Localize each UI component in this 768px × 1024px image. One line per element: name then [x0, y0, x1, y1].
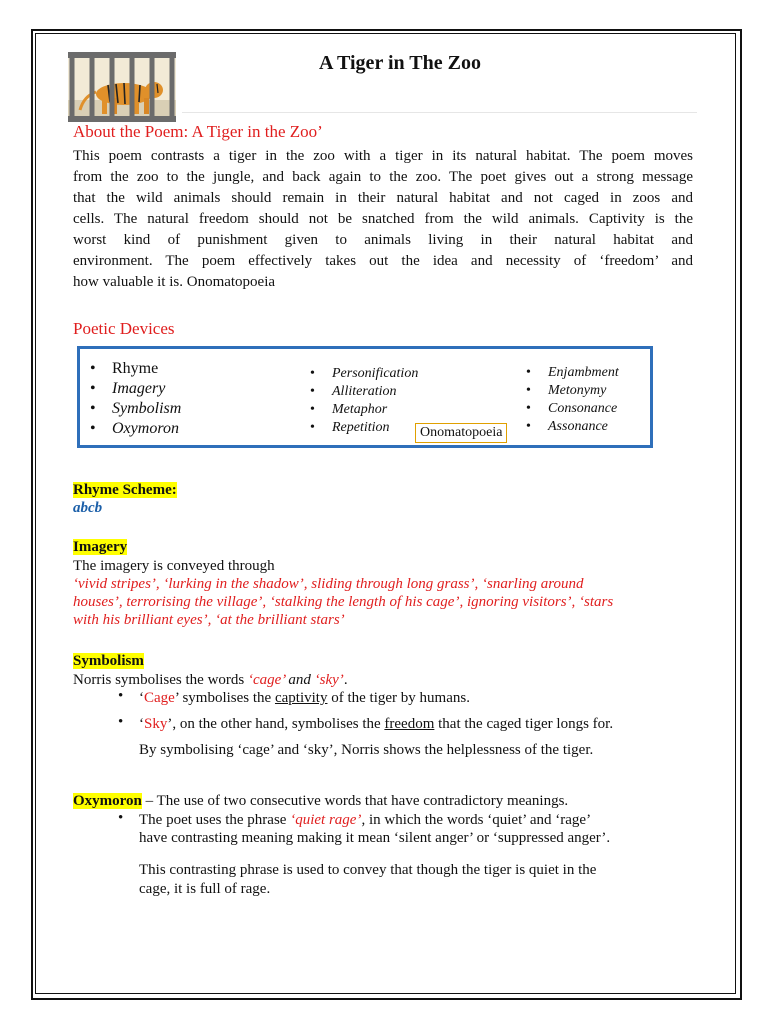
device-item: • Alliteration — [308, 383, 418, 401]
device-item: • Symbolism — [88, 399, 181, 419]
imagery-line: ‘vivid stripes’, ‘lurking in the shadow’, sliding through long grass’, ‘snarling around — [73, 576, 584, 592]
device-item: • Repetition — [308, 419, 418, 437]
about-line: that the wild animals should remain in their natural habitat and not caged in zoos and — [73, 190, 693, 206]
device-item: • Personification — [308, 365, 418, 383]
imagery-label: Imagery — [73, 539, 128, 555]
oxymoron-bullet-line2: have contrasting meaning making it mean ‘silent anger’ or ‘suppressed anger’. — [139, 830, 611, 846]
devices-column-3 — [524, 364, 619, 436]
about-paragraph — [73, 146, 693, 293]
title-rule — [182, 112, 697, 113]
devices-column-1 — [88, 359, 181, 439]
rhyme-scheme-label: Rhyme Scheme: — [73, 482, 177, 498]
about-line: cells. The natural freedom should not be snatched from the wild animals. Captivity is the — [73, 211, 693, 227]
device-item: • Oxymoron — [88, 419, 181, 439]
bullet-icon: • — [118, 714, 124, 730]
device-item: • Assonance — [524, 418, 619, 436]
poetic-devices-box — [77, 346, 653, 448]
bullet-icon: • — [118, 688, 124, 704]
oxymoron-para-line1: This contrasting phrase is used to convey that though the tiger is quiet in the — [139, 862, 597, 878]
devices-column-2 — [308, 365, 418, 437]
about-line: worst kind of punishment given to animals living in their natural habitat and — [73, 232, 693, 248]
device-item: • Imagery — [88, 379, 181, 399]
oxymoron-para-line2: cage, it is full of rage. — [139, 881, 271, 897]
symbolism-followup: By symbolising ‘cage’ and ‘sky’, Norris shows the helplessness of the tiger. — [139, 742, 594, 758]
rhyme-scheme-value: abcb — [73, 500, 103, 516]
device-item: • Rhyme — [88, 359, 181, 379]
imagery-line: houses’, terrorising the village’, ‘stalking the length of his cage’, ignoring visitors’, ‘stars — [73, 594, 614, 610]
symbolism-bullet-sky: ‘Sky’, on the other hand, symbolises the freedom that the caged tiger longs for. — [139, 716, 614, 732]
oxymoron-label: Oxymoron — [73, 793, 142, 809]
oxymoron-bullet-line1: The poet uses the phrase ‘quiet rage’, in which the words ‘quiet’ and ‘rage’ — [139, 812, 592, 828]
symbolism-intro: Norris symbolises the words ‘cage’ and ‘sky’. — [73, 672, 348, 688]
about-line: environment. The poem effectively takes out the idea and necessity of ‘freedom’ and — [73, 253, 693, 269]
poetic-devices-heading: Poetic Devices — [73, 319, 175, 338]
device-item: • Consonance — [524, 400, 619, 418]
imagery-line: with his brilliant eyes’, ‘at the brilliant stars’ — [73, 612, 345, 628]
device-item: • Enjambment — [524, 364, 619, 382]
device-item: • Metaphor — [308, 401, 418, 419]
about-heading: About the Poem: A Tiger in the Zoo’ — [73, 122, 323, 141]
tiger-cage-illustration — [68, 52, 176, 122]
symbolism-bullet-cage: ‘Cage’ symbolises the captivity of the tiger by humans. — [139, 690, 470, 706]
oxymoron-definition: Oxymoron – The use of two consecutive words that have contradictory meanings. — [73, 793, 569, 809]
about-line: This poem contrasts a tiger in the zoo with a tiger in its natural habitat. The poem moves — [73, 148, 693, 164]
imagery-intro: The imagery is conveyed through — [73, 558, 275, 574]
device-item: • Metonymy — [524, 382, 619, 400]
onomatopoeia-box: Onomatopoeia — [415, 423, 507, 443]
page-title: A Tiger in The Zoo — [319, 52, 481, 74]
symbolism-label: Symbolism — [73, 653, 144, 669]
about-line: how valuable it is. Onomatopoeia — [73, 274, 276, 290]
bullet-icon: • — [118, 810, 124, 826]
about-line: from the zoo to the jungle, and back again to the zoo. The poet gives out a strong message — [73, 169, 693, 185]
